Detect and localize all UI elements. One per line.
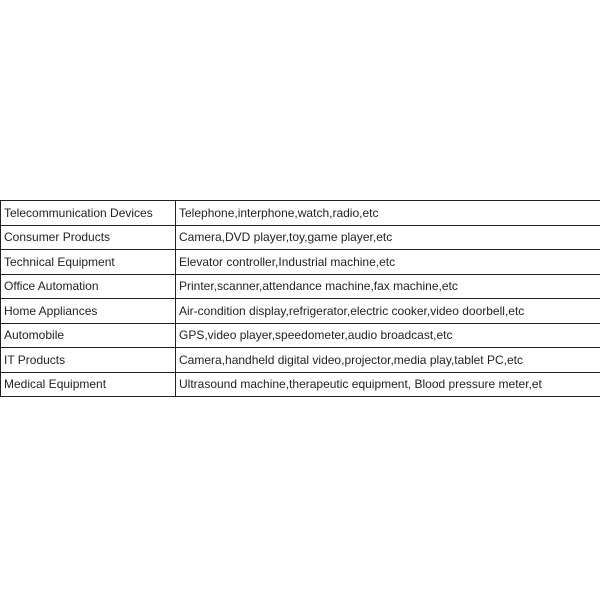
application-table <box>0 200 600 397</box>
category-cell: Technical Equipment <box>1 250 176 275</box>
table-row <box>1 201 600 226</box>
category-cell: Automobile <box>1 323 176 348</box>
table-row <box>1 323 600 348</box>
table-row <box>1 348 600 373</box>
table-row <box>1 274 600 299</box>
category-cell: Office Automation <box>1 274 176 299</box>
examples-cell: Telephone,interphone,watch,radio,etc <box>176 201 600 226</box>
examples-cell: Air-condition display,refrigerator,electric cooker,video doorbell,etc <box>176 299 600 324</box>
category-cell: Telecommunication Devices <box>1 201 176 226</box>
examples-cell: Elevator controller,Industrial machine,etc <box>176 250 600 275</box>
table-row <box>1 299 600 324</box>
table-row <box>1 250 600 275</box>
category-cell: IT Products <box>1 348 176 373</box>
category-cell: Medical Equipment <box>1 372 176 397</box>
table-row <box>1 372 600 397</box>
category-cell: Home Appliances <box>1 299 176 324</box>
examples-cell: GPS,video player,speedometer,audio broadcast,etc <box>176 323 600 348</box>
examples-cell: Camera,handheld digital video,projector,media play,tablet PC,etc <box>176 348 600 373</box>
examples-cell: Camera,DVD player,toy,game player,etc <box>176 225 600 250</box>
examples-cell: Ultrasound machine,therapeutic equipment, Blood pressure meter,et <box>176 372 600 397</box>
examples-cell: Printer,scanner,attendance machine,fax machine,etc <box>176 274 600 299</box>
table-row <box>1 225 600 250</box>
category-cell: Consumer Products <box>1 225 176 250</box>
